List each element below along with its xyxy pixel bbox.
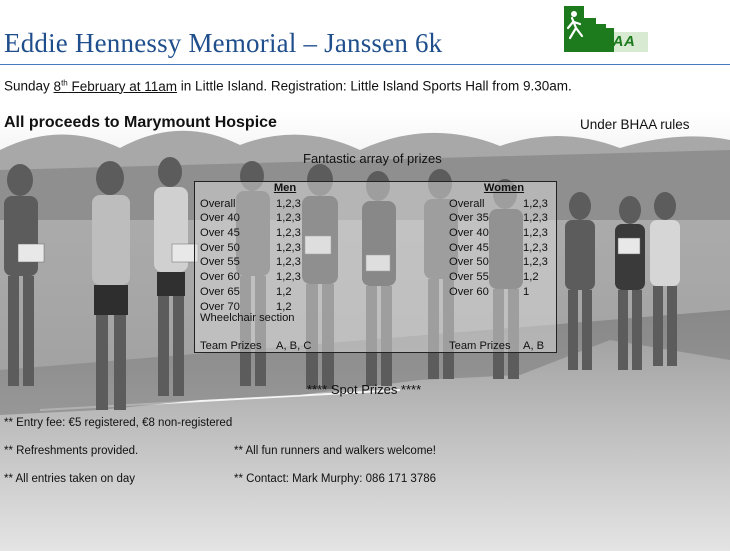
men-row-label: Over 55 xyxy=(200,256,240,269)
men-heading: Men xyxy=(273,182,297,194)
men-row-value: 1,2,3 xyxy=(276,271,301,284)
men-row xyxy=(200,285,370,300)
women-row xyxy=(449,226,559,241)
men-row-label: Over 65 xyxy=(200,285,240,298)
men-row-label: Overall xyxy=(200,197,236,210)
women-row xyxy=(449,255,559,270)
women-row-value: 1,2,3 xyxy=(523,256,548,269)
women-prizes xyxy=(449,182,559,300)
men-row-label: Over 60 xyxy=(200,271,240,284)
men-row-label: Over 70 xyxy=(200,300,240,313)
event-date-suffix: th xyxy=(61,78,68,87)
women-row-label: Overall xyxy=(449,197,485,210)
women-team-prizes xyxy=(449,340,545,352)
event-date-day: 8 xyxy=(53,78,62,94)
event-day: Sunday xyxy=(4,78,54,94)
women-row xyxy=(449,211,559,226)
prize-table xyxy=(194,181,557,353)
title-underline xyxy=(0,64,730,65)
women-row-value: 1,2,3 xyxy=(523,227,548,240)
refreshments-note: ** Refreshments provided. xyxy=(4,445,139,457)
rules-note: Under BHAA rules xyxy=(580,117,690,132)
event-title: Eddie Hennessy Memorial – Janssen 6k xyxy=(4,28,443,58)
wheelchair-section: Wheelchair section xyxy=(200,312,295,324)
men-row-value: 1,2,3 xyxy=(276,197,301,210)
women-heading: Women xyxy=(483,182,525,194)
men-row-value: 1,2,3 xyxy=(276,212,301,225)
men-row-value: 1,2 xyxy=(276,285,292,298)
men-row-value: 1,2,3 xyxy=(276,241,301,254)
men-row xyxy=(200,255,370,270)
women-row-label: Over 50 xyxy=(449,256,489,269)
entries-note: ** All entries taken on day xyxy=(4,473,136,485)
men-team-value: A, B, C xyxy=(276,340,312,352)
women-team-value: A, B xyxy=(523,340,545,352)
women-row-value: 1,2 xyxy=(523,271,539,284)
entry-fee-note: ** Entry fee: €5 registered, €8 non-registered xyxy=(4,417,233,429)
bhaa-logo-text: BHAA xyxy=(590,33,636,50)
men-row xyxy=(200,211,370,226)
event-location: in Little Island. Registration: Little Island Sports Hall from 9.30am. xyxy=(177,78,572,94)
men-row-label: Over 50 xyxy=(200,241,240,254)
men-row-label: Over 40 xyxy=(200,212,240,225)
event-details xyxy=(4,78,572,94)
prizes-heading: Fantastic array of prizes xyxy=(303,151,442,166)
women-row xyxy=(449,241,559,256)
men-row xyxy=(200,241,370,256)
event-date xyxy=(54,79,178,94)
women-row-value: 1 xyxy=(523,285,530,298)
spot-prizes: **** Spot Prizes **** xyxy=(307,382,422,397)
men-prizes xyxy=(200,182,370,314)
women-row xyxy=(449,285,559,300)
women-row-value: 1,2,3 xyxy=(523,197,548,210)
men-row-value: 1,2,3 xyxy=(276,227,301,240)
women-row-label: Over 60 xyxy=(449,285,489,298)
women-row xyxy=(449,197,559,212)
men-row xyxy=(200,197,370,212)
contact-note: ** Contact: Mark Murphy: 086 171 3786 xyxy=(234,473,437,485)
women-row-value: 1,2,3 xyxy=(523,241,548,254)
proceeds-heading: All proceeds to Marymount Hospice xyxy=(4,114,277,131)
men-row xyxy=(200,270,370,285)
event-date-rest: February at 11am xyxy=(67,78,178,94)
women-row-label: Over 45 xyxy=(449,241,489,254)
men-row-value: 1,2 xyxy=(276,300,292,313)
women-row xyxy=(449,270,559,285)
women-row-value: 1,2,3 xyxy=(523,212,548,225)
men-team-prizes xyxy=(200,340,312,352)
men-row xyxy=(200,226,370,241)
women-team-label: Team Prizes xyxy=(449,340,511,352)
women-row-label: Over 55 xyxy=(449,271,489,284)
women-row-label: Over 35 xyxy=(449,212,489,225)
women-row-label: Over 40 xyxy=(449,227,489,240)
men-row-value: 1,2,3 xyxy=(276,256,301,269)
men-team-label: Team Prizes xyxy=(200,340,262,352)
men-row-label: Over 45 xyxy=(200,227,240,240)
welcome-note: ** All fun runners and walkers welcome! xyxy=(234,445,436,457)
